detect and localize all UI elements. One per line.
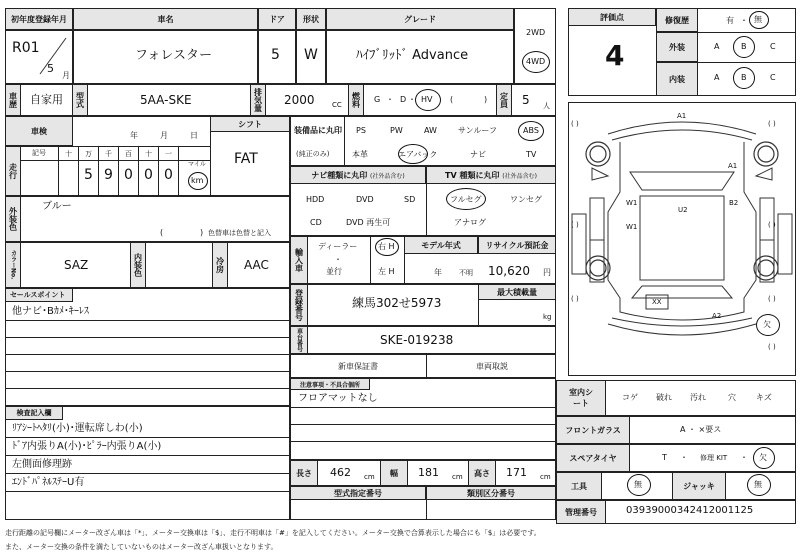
repair-sep: ・	[740, 16, 748, 25]
repair-header: 修復歴	[656, 8, 698, 32]
color-paren-l: (	[160, 228, 164, 237]
spare-none: 欠	[759, 453, 767, 462]
notes-header: 注意事項・不具合個所	[290, 378, 370, 390]
equip-navi: ナビ	[470, 150, 486, 159]
tools-value: 無	[634, 480, 642, 489]
reg-month: 5	[47, 62, 54, 75]
equip-leather: 本革	[352, 150, 368, 159]
diag-paren-mr: ( )	[768, 221, 776, 229]
mileage-unit-4: 十	[145, 150, 152, 158]
ext-a: A	[714, 42, 720, 51]
int-color-header: 内装色	[130, 242, 146, 288]
mileage-digit-0: 5	[84, 167, 93, 183]
diag-paren-tl: ( )	[571, 120, 579, 128]
mileage-col6	[178, 146, 179, 196]
mileage-km: km	[191, 176, 204, 185]
mileage-code-label: 記号	[32, 149, 46, 157]
int-c: C	[770, 73, 776, 82]
mileage-digit-3: 0	[144, 167, 153, 183]
interior-yogore: 汚れ	[690, 393, 706, 402]
type-cert-header: 型式指定番号	[290, 486, 426, 500]
mileage-unit-0: 十	[65, 150, 72, 158]
disp-unit: CC	[332, 101, 342, 109]
equip-ps: PS	[356, 126, 366, 135]
docs-manual: 車両取説	[476, 362, 508, 371]
notes-line-2	[290, 424, 556, 425]
mgmt-header: 管理番号	[556, 500, 606, 524]
disp-header: 排気量	[250, 84, 266, 116]
mileage-header: 走行	[5, 146, 21, 196]
spare-header: スペアタイヤ	[556, 444, 630, 472]
tv-fullseg: フルセグ	[450, 195, 482, 204]
mileage-unit-2: 千	[105, 150, 112, 158]
mileage-col5	[158, 146, 159, 196]
docs-warranty: 新車保証書	[338, 362, 378, 371]
mileage-col1	[78, 146, 79, 196]
notes-line-1	[290, 407, 556, 408]
spare-t: T	[662, 453, 667, 462]
length-unit: cm	[364, 473, 375, 481]
interior-yabure: 破れ	[656, 393, 672, 402]
car-name-header: 車名	[73, 8, 258, 30]
insp-rule-1	[5, 437, 290, 438]
equipment-divider	[344, 116, 345, 166]
class-header: 類別区分番号	[426, 486, 556, 500]
interior-header-rating: 内装	[656, 62, 698, 96]
navi-sd: SD	[404, 195, 416, 204]
mileage-unit-line	[21, 160, 210, 161]
diag-xx: XX	[652, 298, 662, 306]
max-load-header: 最大積載量	[478, 284, 556, 300]
sales-point-header: セールスポイント	[5, 288, 73, 302]
diag-paren-bb: ( )	[768, 343, 776, 351]
sales-line-2	[5, 337, 290, 338]
sales-line-4	[5, 371, 290, 372]
insp-rule-2	[5, 455, 290, 456]
mileage-digit-4: 0	[164, 167, 173, 183]
equip-sunroof: サンルーフ	[458, 126, 497, 135]
registration-value: 練馬302せ5973	[352, 296, 442, 310]
capacity-unit: 人	[543, 102, 550, 110]
chassis-header: 車台番号	[290, 326, 308, 354]
shift-left-line	[210, 116, 211, 196]
navi-dvd: DVD	[356, 195, 374, 204]
capacity-header: 定員	[496, 84, 512, 116]
equip-pw: PW	[390, 126, 403, 135]
diag-paren-ml: ( )	[571, 221, 579, 229]
inspection-month-unit: 月	[160, 131, 168, 140]
color-no-value: SAZ	[64, 258, 89, 272]
inspection-day-unit: 日	[190, 131, 198, 140]
fuel-g: G	[374, 95, 381, 104]
notes-value: フロアマットなし	[298, 393, 378, 404]
navi-hdd: HDD	[306, 195, 325, 204]
use-header: 車歴	[5, 84, 21, 116]
grade-value: ﾊｲﾌﾞﾘｯﾄﾞ Advance	[356, 48, 469, 63]
insp-rule-4	[5, 491, 290, 492]
repair-no: 無	[754, 15, 762, 24]
diag-u2: U2	[678, 206, 688, 214]
max-load-kg: kg	[543, 313, 552, 321]
height-unit: cm	[540, 473, 551, 481]
sales-line-5	[5, 388, 290, 389]
model-value: 5AA-SKE	[140, 93, 192, 107]
inspection-header: 車検	[5, 116, 73, 146]
color-value: ブルー	[42, 201, 72, 212]
shape-value: W	[304, 47, 318, 63]
tv-oneseg: ワンセグ	[510, 195, 542, 204]
score-value: 4	[605, 39, 625, 72]
width-header: 幅	[380, 460, 408, 486]
recycle-header: リサイクル預託金	[478, 236, 556, 254]
fuel-header: 燃料	[348, 84, 364, 116]
shift-header: シフト	[210, 116, 290, 132]
ext-c: C	[770, 42, 776, 51]
import-dealer: ディーラー	[318, 242, 358, 251]
interior-seat-header: 室内シート	[556, 380, 606, 416]
notes-block	[290, 378, 556, 460]
diag-a1-right: A1	[728, 162, 738, 170]
int-b: B	[741, 73, 747, 82]
registration-header: 登録番号	[290, 284, 308, 326]
diag-w1-left: W1	[626, 199, 638, 207]
reg-month-unit: 月	[62, 71, 70, 80]
reg-era: R01	[12, 40, 40, 56]
chassis-value: SKE-019238	[380, 333, 454, 347]
import-divider1	[370, 236, 371, 284]
navi-dvd-play: DVD 再生可	[346, 218, 391, 227]
model-year-unknown: 不明	[459, 269, 473, 277]
length-header: 長さ	[290, 460, 318, 486]
width-value: 181	[418, 466, 439, 479]
model-year-header: モデル年式	[404, 236, 478, 254]
shift-value: FAT	[234, 151, 258, 167]
inspector-line-0: ﾘｱｼｰﾄﾍﾀﾘ(小)･運転席しわ(小)	[12, 423, 143, 434]
sales-point-value: 他ナビ･Bｶﾒ･ｷｰﾚｽ	[12, 306, 89, 317]
width-unit: cm	[452, 473, 463, 481]
tools-header: 工具	[556, 472, 602, 500]
import-left: 左 H	[378, 267, 395, 276]
diag-b2: B2	[729, 199, 739, 207]
inspector-line-1: ﾄﾞｱ内張りA(小)･ﾋﾟﾗｰ内張りA(小)	[12, 441, 162, 452]
inspector-line-2: 左側面修理跡	[12, 459, 72, 470]
navi-cd: CD	[310, 218, 322, 227]
import-header: 輸入車	[290, 236, 308, 284]
diag-a2: A2	[712, 312, 722, 320]
import-right: 右 H	[378, 242, 395, 251]
inspection-year-unit: 年	[130, 131, 138, 140]
door-count: 5	[271, 47, 280, 63]
jack-header: ジャッキ	[672, 472, 726, 500]
spare-dot2: ・	[740, 453, 748, 462]
fuel-paren-l: (	[450, 95, 454, 104]
inspector-header: 検査記入欄	[5, 406, 63, 420]
footnote-line2: また、メーター交換の条件を満たしていないものはメーター改ざん車扱いとなります。	[5, 543, 278, 551]
inspector-line-3: ｴﾝﾄﾞﾊﾟﾈﾙｽﾃｰU有	[12, 477, 85, 488]
navi-tv-divider	[426, 166, 427, 236]
car-name: フォレスター	[135, 48, 212, 63]
mileage-col3	[118, 146, 119, 196]
insp-rule-3	[5, 473, 290, 474]
ext-b: B	[741, 42, 747, 51]
ac-header: 冷房	[212, 242, 228, 288]
recycle-unit: 円	[543, 268, 551, 277]
mileage-unit-1: 万	[85, 150, 92, 158]
model-header: 型式	[72, 84, 88, 116]
disp-value: 2000	[284, 93, 315, 107]
diag-paren-br: ( )	[768, 295, 776, 303]
mileage-unit-3: 百	[125, 150, 132, 158]
fuel-sep1: ・	[386, 95, 394, 104]
spare-kit: 修理 KIT	[700, 454, 728, 462]
sales-line-3	[5, 354, 290, 355]
type-cert-divider	[426, 486, 427, 520]
max-load-line	[478, 284, 479, 326]
equip-airbag: エアバック	[398, 150, 438, 159]
mileage-col2	[98, 146, 99, 196]
import-parallel: 並行	[326, 267, 342, 276]
door-header: ドア	[258, 8, 296, 30]
fuel-sep2: ・	[408, 95, 416, 104]
height-header: 高さ	[468, 460, 496, 486]
shape-header: 形状	[296, 8, 326, 30]
windshield-value: A ・ ×要ス	[680, 425, 722, 434]
exterior-header: 外装	[656, 32, 698, 62]
int-a: A	[714, 73, 720, 82]
docs-block	[290, 354, 556, 378]
height-value: 171	[506, 466, 527, 479]
drive-4wd: 4WD	[526, 57, 546, 66]
interior-kizu: キズ	[756, 393, 772, 402]
diag-kake: 欠	[763, 320, 771, 329]
grade-header: グレード	[326, 8, 514, 30]
fuel-paren-r: )	[484, 95, 488, 104]
color-note: 色替車は色替と記入	[208, 229, 271, 237]
equipment-sub: (純正のみ)	[296, 150, 330, 158]
color-no-header: カラーNo.	[5, 242, 21, 288]
capacity-value: 5	[522, 93, 530, 107]
color-paren-r: )	[200, 228, 204, 237]
navi-header: ナビ種類に丸印 (社外品含む)	[290, 166, 426, 184]
reg-year-header: 初年度登録年月	[5, 8, 73, 30]
diag-w1-left2: W1	[626, 223, 638, 231]
import-dot: ・	[334, 255, 342, 264]
model-year-unit: 年	[434, 268, 442, 277]
fuel-hv: HV	[421, 95, 433, 104]
diag-paren-tr: ( )	[768, 120, 776, 128]
equip-abs: ABS	[523, 126, 539, 135]
use-value: 自家用	[30, 93, 63, 106]
mileage-col4	[138, 146, 139, 196]
equip-aw: AW	[424, 126, 437, 135]
diag-a1-top: A1	[677, 112, 687, 120]
interior-ana: 穴	[728, 393, 736, 402]
score-header: 評価点	[568, 8, 656, 26]
notes-line-3	[290, 441, 556, 442]
jack-value: 無	[754, 480, 762, 489]
equipment-label: 装備品に丸印	[294, 126, 342, 135]
length-value: 462	[330, 466, 351, 479]
mileage-col0	[58, 146, 59, 196]
footnote-line1: 走行距離の記号欄にメーター改ざん車は「*」、メーター交換車は「$」、走行不明車は「#」を記入してください。メーター交換で合算表示した場合にも「$」は必要です。	[5, 529, 541, 537]
docs-divider	[426, 354, 427, 378]
mileage-mile: マイル	[188, 161, 206, 168]
tv-header: TV 種類に丸印 (社外品含む)	[426, 166, 556, 184]
equip-tv: TV	[526, 150, 537, 159]
diag-paren-bl: ( )	[571, 295, 579, 303]
inspection-divider	[5, 146, 210, 147]
drive-2wd: 2WD	[526, 28, 546, 37]
tv-analog: アナログ	[454, 218, 486, 227]
interior-kogé: コゲ	[622, 393, 638, 402]
repair-yes: 有	[726, 16, 734, 25]
ac-value: AAC	[244, 258, 269, 272]
windshield-header: フロントガラス	[556, 416, 630, 444]
mileage-digit-2: 0	[124, 167, 133, 183]
fuel-d: D	[400, 95, 407, 104]
mgmt-value: 03939000342412001125	[626, 505, 754, 516]
spare-dot: ・	[680, 453, 688, 462]
sales-line-1	[5, 320, 290, 321]
recycle-value: 10,620	[488, 264, 530, 278]
mileage-digit-1: 9	[104, 167, 113, 183]
mileage-unit-5: 一	[165, 150, 172, 158]
color-header: 外装色	[5, 196, 21, 242]
